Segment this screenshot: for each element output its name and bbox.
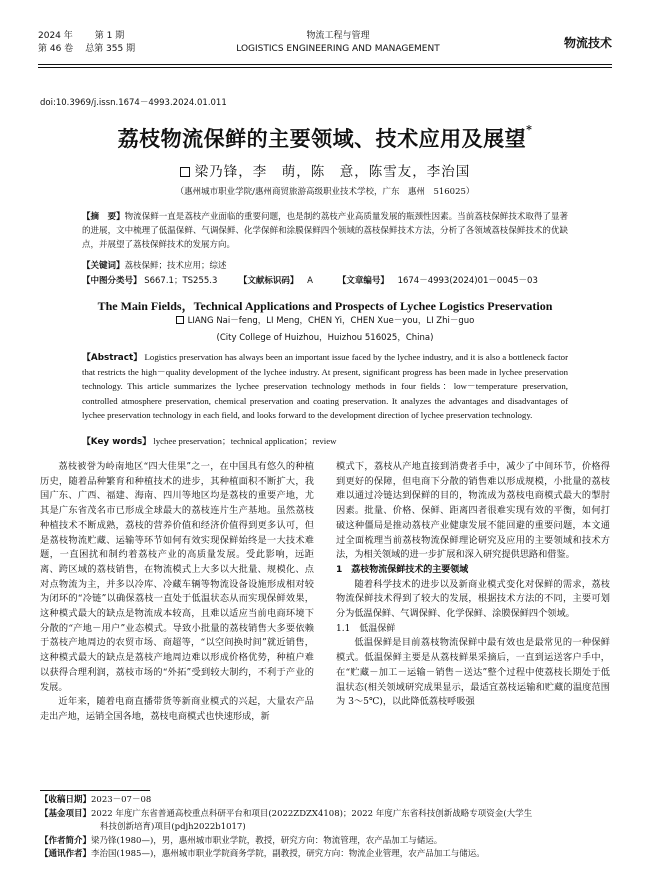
doi: doi:10.3969/j.issn.1674－4993.2024.01.011	[40, 98, 227, 108]
article-no-label: 【文章编号】	[337, 276, 389, 286]
author-bio-text: 梁乃锋(1980—)，男，惠州城市职业学院，教授，研究方向：物流管理，农产品加工与储运。	[91, 835, 443, 846]
header-year: 2024 年	[38, 31, 73, 41]
keywords-label: 【关键词】	[82, 261, 125, 271]
footnote-author	[40, 835, 610, 849]
keywords-text: 荔枝保鲜；技术应用；综述	[124, 261, 227, 271]
body-paragraph: 荔枝被誉为岭南地区“四大佳果”之一，在中国具有悠久的种植历史，随着品种繁育和种植技术的进步，其种植面积不断扩大，我国广东、广西、福建、海南、四川等地区均是荔枝的重要产地，尤其是广东省茂名市已形成全球最大的荔枝连片生产基地。虽然荔枝种植技术不断成熟，荔枝的营养价值和经济价值得到更多认可，但是荔枝物流贮藏、运输等环节如何有效实现保鲜始终是一大技术难题，一直困扰和制约着荔枝产业的高质量发展。受此影响，远距离、跨区域的荔枝销售，在物流模式上大多以大批量、规模化、点对点物流为主，并多以冷库、冷藏车辆等物流设备设施形成相对较为闭环的“冷链”以确保荔枝一直处于低温状态从而实现保鲜效果，这种模式最大的缺点是物流成本较高，且难以适应当前电商环境下分散的“产地－用户”业态模式。导致小批量的荔枝销售大多要依赖于荔枝产地周边的农贸市场、商超等，“以空间换时间”就近销售，这种模式最大的缺点是荔枝产地周边难以形成价格优势，种植户难以获得合理利润，荔枝市场的“外拓”受到较大制约，不利于产业的发展。	[40, 461, 314, 693]
clc-value: S667.1；TS255.3	[144, 276, 218, 286]
author-list	[0, 160, 650, 180]
section-heading: 1 荔枝物流保鲜技术的主要领域	[336, 564, 469, 575]
footnote-fund	[40, 808, 610, 822]
subsection-heading: 1.1 低温保鲜	[336, 623, 396, 634]
abstract-cn	[82, 210, 568, 252]
affiliation: （惠州城市职业学院/惠州商贸旅游高级职业技术学校，广东 惠州 516025）	[175, 187, 475, 197]
journal-header	[38, 30, 612, 66]
fund-text: 2022 年度广东省普通高校重点科研平台和项目(2022ZDZX4108)；2022 年度广东省科技创新战略专项资金(大学生	[91, 808, 533, 819]
body-paragraph: 近年来，随着电商直播带货等新商业模式的兴起，大量农产品走出产地，运销全国各地，荔枝电商模式也快速形成，新	[40, 696, 314, 722]
abstract-en	[82, 350, 568, 422]
fund-label: 【基金项目】	[40, 808, 92, 819]
abstract-label: 【摘 要】	[82, 212, 125, 222]
article-no-value: 1674－4993(2024)01－0045－03	[397, 276, 538, 286]
footnote-fund-cont: 科技创新培育)项目(pdjh2022b1017)	[100, 822, 246, 832]
footnote-received	[40, 794, 610, 808]
section-label: 物流技术	[563, 36, 612, 50]
body-paragraph: 模式下，荔枝从产地直接到消费者手中，减少了中间环节，价格得到更好的保障，但电商下分散的销售难以形成规模，小批量的荔枝难以通过冷链达到保鲜的目的，物流成为荔枝电商模式最大的掣肘因素。批量、价格、保鲜、距离四者很难实现有效的平衡，如何打破这种僵局是推动荔枝产业健康发展不能回避的重要问题，本文通过全面梳理当前荔枝物流保鲜理论研究及应用的主要领域和技术方法，为相关领域的进一步扩展和深入研究提供思路和借鉴。	[336, 461, 610, 561]
author-names-en: LIANG Nai－feng，LI Meng，CHEN Yi，CHEN Xue－you，LI Zhi－guo	[187, 316, 475, 326]
article-title-en: The Main Fields，Technical Applications and Prospects of Lychee Logistics Preservation	[97, 299, 553, 313]
keywords-label-en: 【Key words】	[82, 437, 152, 447]
header-issue: 第 1 期	[94, 31, 125, 41]
footnote-corresponding	[40, 848, 610, 862]
issue-info	[38, 30, 135, 56]
clc-label: 【中图分类号】	[82, 276, 142, 286]
corresponding-text: 李治国(1985—)，惠州城市职业学院商务学院，副教授，研究方向：物流企业管理，农产品加工与储运。	[91, 849, 485, 859]
header-rule	[38, 64, 612, 65]
corresponding-label: 【通讯作者】	[40, 849, 92, 859]
title-footnote-mark: *	[526, 123, 533, 136]
article-title-text: 荔枝物流保鲜的主要领域、技术应用及展望	[117, 126, 527, 151]
header-volume: 第 46 卷	[38, 44, 74, 54]
received-date: 2023－07－08	[91, 795, 152, 805]
abstract-label-en: 【Abstract】	[82, 353, 143, 363]
author-box-icon	[180, 167, 190, 177]
abstract-text: 物流保鲜一直是荔枝产业面临的重要问题，也是制约荔枝产业高质量发展的瓶颈性因素。当前荔枝保鲜技术取得了显著的进展，文中梳理了低温保鲜、气调保鲜、化学保鲜和涂膜保鲜四个领域的荔枝保鲜技术方法，分析了各领域荔枝保鲜技术的优缺点，并展望了荔枝保鲜技术的发展方向。	[82, 212, 568, 250]
keywords-cn	[82, 260, 568, 273]
body-column-right	[336, 460, 610, 710]
footnotes	[40, 794, 610, 862]
article-title	[0, 123, 650, 153]
keywords-text-en: lychee preservation；technical application；review	[153, 436, 337, 446]
journal-name-en: LOGISTICS ENGINEERING AND MANAGEMENT	[236, 44, 440, 54]
footnote-rule	[40, 790, 150, 791]
abstract-text-en: Logistics preservation has always been an important issue faced by the lychee industry, and it is also a bottleneck factor that restricts the high－quality development of the lychee industry. At present, significant progress has been made in lychee preservation technology. This article summarizes the lychee preservation technology methods in four fields：low－temperature preservation, controlled atmosphere preservation, chemical preservation and coating preservation. It analyzes the advantages and disadvantages of lychee preservation technology in each field, and looks forward to the development direction of lychee preservation technology.	[82, 352, 568, 420]
author-list-en	[0, 314, 650, 326]
body-paragraph: 随着科学技术的进步以及新商业模式变化对保鲜的需求，荔枝物流保鲜技术得到了较大的发展，根据技术方法的不同，主要可划分为低温保鲜、气调保鲜、化学保鲜、涂膜保鲜四个领域。	[336, 578, 610, 620]
keywords-en	[82, 434, 568, 449]
author-bio-label: 【作者简介】	[40, 835, 92, 846]
journal-name	[213, 30, 463, 56]
body-column-left	[40, 460, 314, 725]
header-rule-thin	[38, 67, 612, 68]
body-paragraph: 低温保鲜是目前荔枝物流保鲜中最有效也是最常见的一种保鲜模式。低温保鲜主要是从荔枝鲜果采摘后，一直到运送客户手中，在“贮藏－加工－运输－销售－送达”整个过程中使荔枝长期处于低温状态(相关领域研究成果显示，最适宜荔枝运输和贮藏的温度范围为 3～5℃)，以此降低荔枝呼吸强	[336, 637, 610, 708]
classification-row	[82, 275, 568, 288]
received-label: 【收稿日期】	[40, 795, 92, 805]
doc-code-label: 【文献标识码】	[238, 276, 299, 286]
header-total-issue: 总第 355 期	[85, 44, 136, 54]
doc-code-value: A	[307, 276, 313, 286]
affiliation-en: (City College of Huizhou，Huizhou 516025，China)	[216, 333, 434, 343]
author-box-icon-en	[176, 316, 184, 324]
author-names: 梁乃锋，李 萌，陈 意，陈雪友，李治国	[194, 164, 471, 180]
journal-name-cn: 物流工程与管理	[306, 31, 370, 41]
